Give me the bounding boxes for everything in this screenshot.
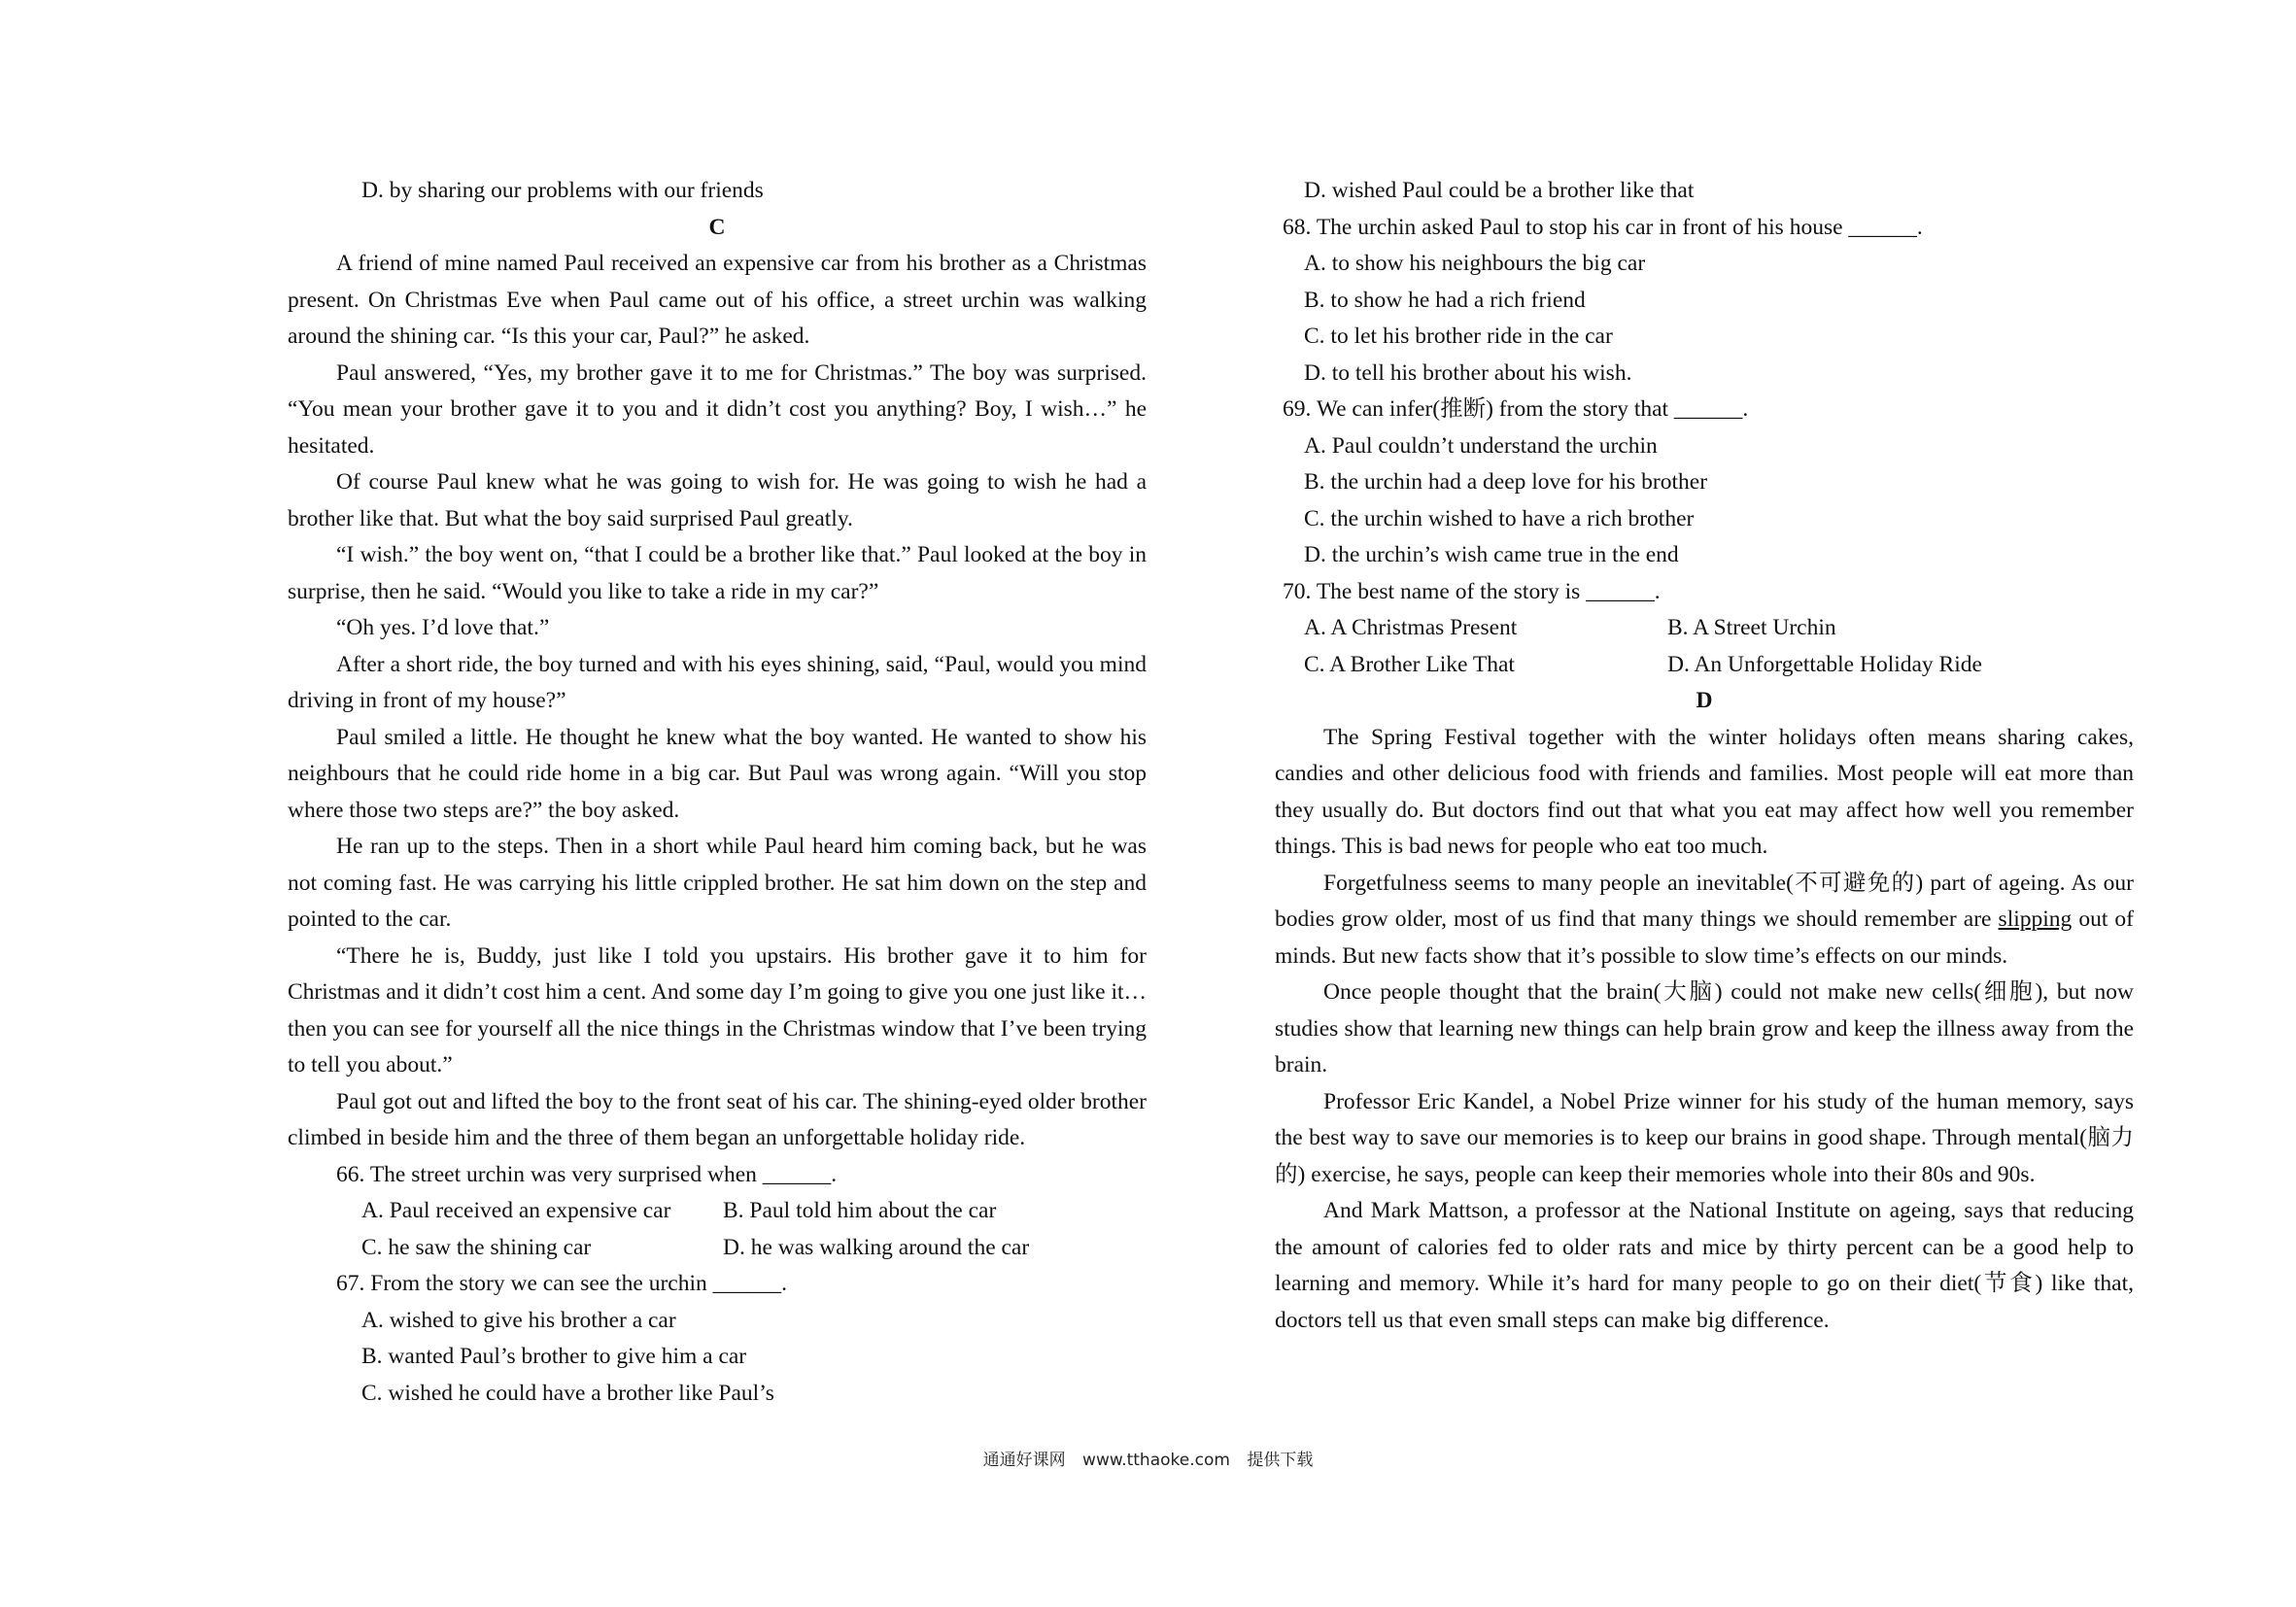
question-66-option-c: C. he saw the shining car — [361, 1234, 592, 1260]
passage-c-paragraph-8: He ran up to the steps. Then in a short while Paul heard him coming back, but he was not coming fast. He was carrying his little crippled brother. He sat him down on the step and pointed to the car. — [288, 834, 1147, 932]
question-66-stem: 66. The street urchin was very surprised when ______. — [336, 1161, 838, 1187]
question-66-options-row-1 — [288, 1193, 1147, 1230]
passage-d-paragraph-3: Once people thought that the brain(大脑) could not make new cells(细胞), but now studies show that learning new things can help brain grow and keep the illness away from the brain. — [1275, 979, 2134, 1077]
passage-c-paragraph-1: A friend of mine named Paul received an expensive car from his brother as a Christmas present. On Christmas Eve when Paul came out of his office, a street urchin was walking around the shining car. “Is this your car, Paul?” he asked. — [288, 251, 1147, 349]
question-68-stem: 68. The urchin asked Paul to stop his car in front of his house ______. — [1283, 214, 1923, 240]
question-67-option-a: A. wished to give his brother a car — [361, 1307, 676, 1333]
question-69-option-d: D. the urchin’s wish came true in the end — [1304, 542, 1679, 567]
question-67-option-b: B. wanted Paul’s brother to give him a car — [361, 1344, 747, 1369]
question-67-option-d: D. wished Paul could be a brother like that — [1304, 178, 1695, 203]
question-69-option-a: A. Paul couldn’t understand the urchin — [1304, 432, 1658, 459]
passage-c-paragraph-6: After a short ride, the boy turned and with his eyes shining, said, “Paul, would you mind driving in front of my house?” — [288, 651, 1147, 713]
passage-c-paragraph-3: Of course Paul knew what he was going to wish for. He was going to wish he had a brother like that. But what the boy said surprised Paul greatly. — [288, 469, 1147, 531]
passage-c-paragraph-10: Paul got out and lifted the boy to the front seat of his car. The shining-eyed older brother climbed in beside him and the three of them began an unforgettable holiday ride. — [288, 1088, 1147, 1150]
prev-option-d: D. by sharing our problems with our friends — [361, 178, 764, 203]
question-70-option-d: D. An Unforgettable Holiday Ride — [1667, 651, 1982, 677]
footer-url[interactable]: www.tthaoke.com — [1082, 1451, 1230, 1470]
question-69-option-b: B. the urchin had a deep love for his brother — [1304, 469, 1708, 495]
section-c-heading: C — [708, 214, 726, 240]
question-70-option-a: A. A Christmas Present — [1304, 615, 1518, 640]
footer-site-name: 通通好课网 — [982, 1451, 1066, 1470]
question-66-options-row-2 — [288, 1230, 1147, 1267]
question-67-stem: 67. From the story we can see the urchin ______. — [336, 1271, 788, 1296]
question-70-option-b: B. A Street Urchin — [1667, 615, 1836, 640]
passage-c-paragraph-5: “Oh yes. I’d love that.” — [336, 615, 550, 640]
question-66-option-b: B. Paul told him about the car — [723, 1198, 997, 1223]
question-70-options-row-1 — [1275, 610, 2134, 647]
question-66-option-d: D. he was walking around the car — [723, 1234, 1030, 1260]
passage-c-paragraph-9: “There he is, Buddy, just like I told you upstairs. His brother gave it to him for Christmas and it didn’t cost him a cent. And some day I’m going to give you one just like it…then you can see for yourself all the nice things in the Christmas window that I’ve been trying to tell you about.” — [288, 942, 1147, 1077]
question-68-option-a: A. to show his neighbours the big car — [1304, 251, 1646, 276]
passage-d-paragraph-5: And Mark Mattson, a professor at the National Institute on ageing, says that reducing the amount of calories fed to older rats and mice by thirty percent can be a good help to learning and memory. While it’s hard for many people to go on their diet(节食) like that, doctors tell us that even small steps can make big difference. — [1275, 1198, 2134, 1333]
question-66-option-a: A. Paul received an expensive car — [361, 1198, 671, 1223]
question-68-option-c: C. to let his brother ride in the car — [1304, 324, 1613, 349]
passage-d-paragraph-2-end: out of minds. But new facts show that it’s possible to slow time’s effects on our minds. — [1275, 906, 2134, 969]
passage-c-paragraph-2: Paul answered, “Yes, my brother gave it to me for Christmas.” The boy was surprised. “You mean your brother gave it to you and it didn’t cost you anything? Boy, I wish…” he hesitated. — [288, 359, 1147, 459]
underlined-word: slipping — [1998, 906, 2073, 932]
question-68-option-b: B. to show he had a rich friend — [1304, 287, 1586, 313]
question-68-option-d: D. to tell his brother about his wish. — [1304, 359, 1632, 386]
section-d-heading: D — [1696, 688, 1713, 713]
question-70-options-row-2 — [1275, 647, 2134, 684]
question-69-stem: 69. We can infer(推断) from the story that ______. — [1283, 396, 1749, 422]
passage-d-paragraph-2-start: Forgetfulness seems to many people an inevitable(不可避免的) part of ageing. As our bodies grow older, most of us find that many things we should remember are — [1275, 870, 2134, 932]
passage-d-paragraph-4: Professor Eric Kandel, a Nobel Prize winner for his study of the human memory, says the best way to save our memories is to keep our brains in good shape. Through mental(脑力的) exercise, he says, people can keep their memories whole into their 80s and 90s. — [1275, 1088, 2134, 1187]
question-70-stem: 70. The best name of the story is ______. — [1283, 578, 1661, 604]
page-footer — [0, 1446, 2296, 1470]
footer-suffix: 提供下载 — [1247, 1451, 1314, 1470]
question-69-option-c: C. the urchin wished to have a rich brother — [1304, 505, 1695, 531]
passage-d-paragraph-1: The Spring Festival together with the winter holidays often means sharing cakes, candies and other delicious food with friends and families. Most people will eat more than they usually do. But doctors find out that what you eat may affect how well you remember things. This is bad news for people who eat too much. — [1275, 724, 2134, 859]
question-70-option-c: C. A Brother Like That — [1304, 651, 1515, 677]
right-column — [1275, 173, 2134, 1339]
passage-c-paragraph-7: Paul smiled a little. He thought he knew what the boy wanted. He wanted to show his neighbours that he could ride home in a big car. But Paul was wrong again. “Will you stop where those two steps are?” the boy asked. — [288, 724, 1147, 823]
question-67-option-c: C. wished he could have a brother like Paul’s — [361, 1380, 774, 1406]
left-column — [288, 173, 1147, 1412]
passage-d-paragraph-2 — [1275, 866, 2134, 975]
passage-c-paragraph-4: “I wish.” the boy went on, “that I could be a brother like that.” Paul looked at the boy in surprise, then he said. “Would you like to take a ride in my car?” — [288, 542, 1147, 604]
